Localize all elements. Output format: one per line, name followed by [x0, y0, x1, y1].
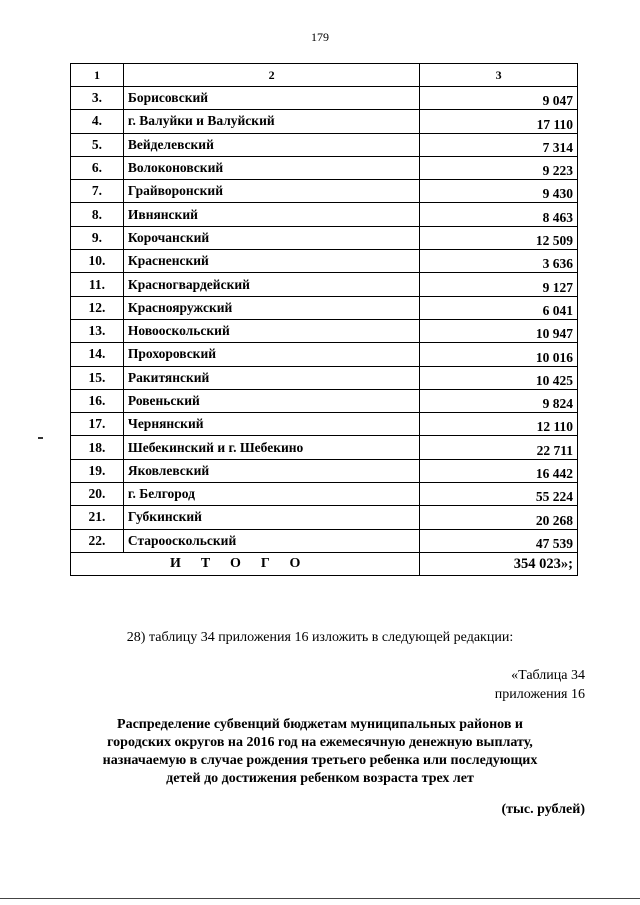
table-row	[71, 459, 578, 482]
subvention-value: 47 539	[420, 529, 578, 552]
district-name: г. Валуйки и Валуйский	[123, 110, 419, 133]
subvention-value: 6 041	[420, 296, 578, 319]
district-name: Красненский	[123, 250, 419, 273]
row-number: 21.	[71, 506, 124, 529]
total-value: 354 023»;	[420, 552, 578, 575]
header-col-3: 3	[420, 64, 578, 87]
district-name: Новооскольский	[123, 319, 419, 342]
table-row	[71, 87, 578, 110]
subvention-value: 17 110	[420, 110, 578, 133]
subvention-value: 7 314	[420, 133, 578, 156]
row-number: 9.	[71, 226, 124, 249]
table-body	[71, 87, 578, 553]
row-number: 16.	[71, 389, 124, 412]
total-label: ИТОГО	[71, 552, 420, 575]
subvention-value: 22 711	[420, 436, 578, 459]
row-number: 13.	[71, 319, 124, 342]
district-name: Красногвардейский	[123, 273, 419, 296]
table-row	[71, 203, 578, 226]
subvention-value: 9 127	[420, 273, 578, 296]
subvention-value: 3 636	[420, 250, 578, 273]
district-name: Старооскольский	[123, 529, 419, 552]
row-number: 12.	[71, 296, 124, 319]
row-number: 6.	[71, 156, 124, 179]
row-number: 20.	[71, 483, 124, 506]
subvention-value: 16 442	[420, 459, 578, 482]
subvention-value: 20 268	[420, 506, 578, 529]
district-name: г. Белгород	[123, 483, 419, 506]
district-name: Корочанский	[123, 226, 419, 249]
district-name: Волоконовский	[123, 156, 419, 179]
table-row	[71, 250, 578, 273]
row-number: 14.	[71, 343, 124, 366]
subvention-value: 10 016	[420, 343, 578, 366]
table-reference	[495, 666, 585, 704]
table-row	[71, 319, 578, 342]
row-number: 4.	[71, 110, 124, 133]
district-name: Яковлевский	[123, 459, 419, 482]
subvention-value: 9 430	[420, 180, 578, 203]
district-name: Шебекинский и г. Шебекино	[123, 436, 419, 459]
table-header-row	[71, 64, 578, 87]
row-number: 15.	[71, 366, 124, 389]
row-number: 7.	[71, 180, 124, 203]
header-col-2: 2	[123, 64, 419, 87]
row-number: 17.	[71, 413, 124, 436]
table-row	[71, 226, 578, 249]
total-row	[71, 552, 578, 575]
district-name: Вейделевский	[123, 133, 419, 156]
district-name: Ивнянский	[123, 203, 419, 226]
subvention-value: 12 110	[420, 413, 578, 436]
row-number: 11.	[71, 273, 124, 296]
district-name: Грайворонский	[123, 180, 419, 203]
subvention-value: 10 425	[420, 366, 578, 389]
table-row	[71, 413, 578, 436]
row-number: 8.	[71, 203, 124, 226]
subvention-value: 9 223	[420, 156, 578, 179]
district-name: Губкинский	[123, 506, 419, 529]
district-name: Ровеньский	[123, 389, 419, 412]
row-number: 3.	[71, 87, 124, 110]
district-name: Ракитянский	[123, 366, 419, 389]
table-row	[71, 436, 578, 459]
row-number: 10.	[71, 250, 124, 273]
heading-line-3: назначаемую в случае рождения третьего ребенка или последующих	[102, 753, 538, 768]
heading-line-2: городских округов на 2016 год на ежемесячную денежную выплату,	[107, 735, 533, 750]
header-col-1: 1	[71, 64, 124, 87]
table-row	[71, 133, 578, 156]
margin-mark	[38, 437, 43, 439]
table-row	[71, 366, 578, 389]
amendment-paragraph: 28) таблицу 34 приложения 16 изложить в следующей редакции:	[126, 630, 514, 645]
table-row	[71, 529, 578, 552]
row-number: 5.	[71, 133, 124, 156]
table-row	[71, 483, 578, 506]
district-name: Борисовский	[123, 87, 419, 110]
table-row	[71, 389, 578, 412]
units-label: (тыс. рублей)	[501, 802, 585, 817]
row-number: 22.	[71, 529, 124, 552]
district-name: Краснояружский	[123, 296, 419, 319]
budget-table	[70, 63, 578, 576]
subvention-value: 12 509	[420, 226, 578, 249]
table-row	[71, 156, 578, 179]
table-row	[71, 296, 578, 319]
subvention-value: 9 047	[420, 87, 578, 110]
subvention-value: 55 224	[420, 483, 578, 506]
table-ref-line-2: приложения 16	[494, 687, 585, 702]
subvention-value: 10 947	[420, 319, 578, 342]
table-heading	[60, 716, 580, 788]
row-number: 19.	[71, 459, 124, 482]
table-row	[71, 343, 578, 366]
table-row	[71, 506, 578, 529]
table-ref-line-1: «Таблица 34	[511, 668, 585, 683]
row-number: 18.	[71, 436, 124, 459]
table-row	[71, 273, 578, 296]
heading-line-1: Распределение субвенций бюджетам муниципальных районов и	[117, 717, 523, 732]
district-name: Прохоровский	[123, 343, 419, 366]
page-bottom-edge	[0, 898, 640, 899]
district-name: Чернянский	[123, 413, 419, 436]
subvention-value: 9 824	[420, 389, 578, 412]
table-row	[71, 180, 578, 203]
page-number: 179	[311, 30, 329, 44]
heading-line-4: детей до достижения ребенком возраста трех лет	[166, 771, 474, 786]
subvention-value: 8 463	[420, 203, 578, 226]
table-row	[71, 110, 578, 133]
